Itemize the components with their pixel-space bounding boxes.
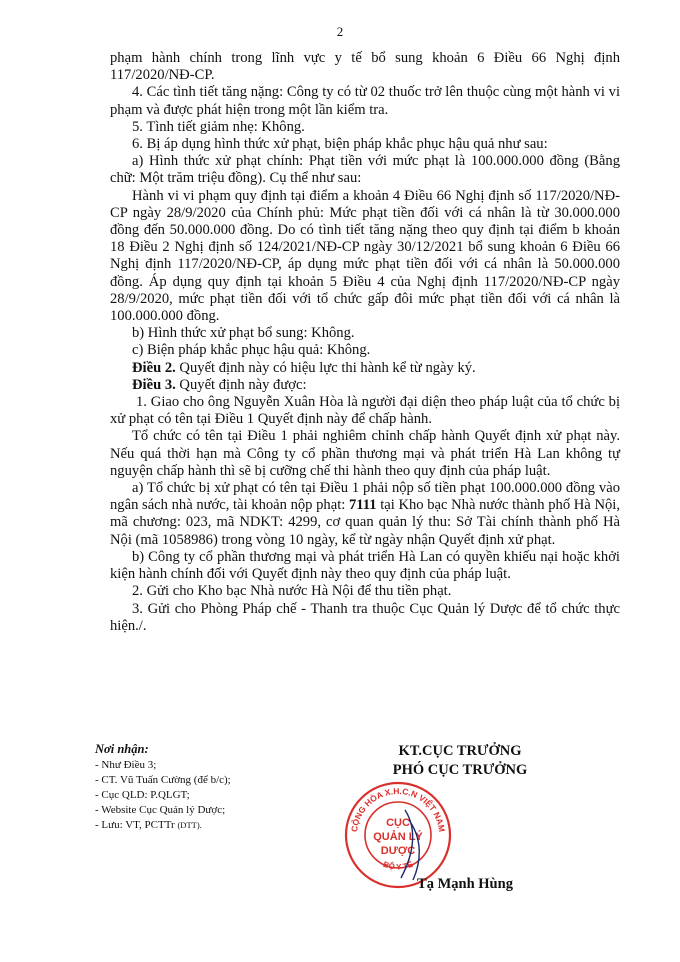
article-3: [110, 377, 620, 394]
seal-ring-bottom-text: BỘ Y TẾ: [381, 859, 415, 872]
signer-title: KT.CỤC TRƯỞNG: [398, 743, 522, 759]
signer-name: Tạ Mạnh Hùng: [417, 876, 513, 892]
recipients-block: [95, 742, 335, 833]
recipient-item: - Như Điều 3;: [95, 759, 157, 771]
official-seal: [343, 780, 453, 890]
recipient-item: - Website Cục Quản lý Dược;: [95, 804, 226, 816]
paragraph: 1. Giao cho ông Nguyễn Xuân Hòa là người đại diện theo pháp luật của tổ chức bị xử phạt có tên tại Điều 1 Quyết định này để chấp hành.: [110, 394, 620, 428]
article-2-label: Điều 2.: [132, 359, 176, 376]
paragraph: b) Hình thức xử phạt bổ sung: Không.: [132, 325, 355, 342]
document-body: [110, 50, 620, 635]
recipients-title: Nơi nhận:: [95, 742, 149, 756]
seal-center-line: CỤC: [386, 817, 410, 829]
recipient-archive: - Lưu: VT, PCTTr: [95, 819, 175, 831]
article-3-label: Điều 3.: [132, 376, 176, 393]
article-3-text: Quyết định này được:: [175, 376, 307, 393]
recipient-item: - Cục QLD: P.QLGT;: [95, 789, 190, 801]
page-number: 2: [336, 24, 344, 39]
paragraph: b) Công ty cổ phần thương mại và phát triển Hà Lan có quyền khiếu nại hoặc khởi kiện hành chính đối với Quyết định này theo quy định của pháp luật.: [110, 548, 620, 583]
account-number: 7111: [348, 497, 377, 514]
recipient-item: - CT. Vũ Tuấn Cường (để b/c);: [95, 774, 231, 786]
paragraph: Hành vi vi phạm quy định tại điểm a khoản 4 Điều 66 Nghị định số 117/2020/NĐ-CP ngày 28/9/2020 của Chính phủ: Mức phạt tiền đối với cá nhân là từ 30.000.000 đồng đến 50.000.000 đồng. Do có tình tiết tăng nặng theo quy định tại điểm b khoản 18 Điều 2 Nghị định số 124/2021/NĐ-CP ngày 30/12/2021 bổ sung khoản 6 Điều 66 Nghị định 117/2020/NĐ-CP, áp dụng mức phạt tiền đối với cá nhân là 50.000.000 đồng. Áp dụng quy định tại khoản 5 Điều 4 của Nghị định 117/2020/NĐ-CP ngày 28/9/2020, mức phạt tiền đối với tổ chức gấp đôi mức phạt tiền đối với cá nhân là 100.000.000 đồng.: [110, 187, 620, 325]
paragraph: 3. Gửi cho Phòng Pháp chế - Thanh tra thuộc Cục Quản lý Dược để tổ chức thực hiện./.: [110, 600, 620, 634]
article-2: [110, 360, 620, 377]
paragraph: a) Hình thức xử phạt chính: Phạt tiền với mức phạt là 100.000.000 đồng (Bằng chữ: Một trăm triệu đồng). Cụ thể như sau:: [110, 153, 620, 187]
recipient-item: [95, 818, 335, 833]
item-a-text: a) Tổ chức bị xử phạt có tên tại Điều 1 phải nộp số tiền phạt 100.000.000 đồng vào ngân sách nhà nước, tài khoản nộp phạt:: [110, 480, 620, 514]
paragraph: Tổ chức có tên tại Điều 1 phải nghiêm chỉnh chấp hành Quyết định xử phạt này. Nếu quá thời hạn mà Công ty cổ phần thương mại và phát triển Hà Lan không tự nguyện chấp hành thì sẽ bị cưỡng chế thi hành theo quy định của pháp luật.: [110, 428, 620, 479]
paragraph: 5. Tình tiết giảm nhẹ: Không.: [132, 118, 305, 135]
recipient-initials: (DTT).: [177, 820, 202, 830]
signer-position: PHÓ CỤC TRƯỞNG: [392, 762, 528, 778]
paragraph: phạm hành chính trong lĩnh vực y tế bổ sung khoản 6 Điều 66 Nghị định 117/2020/NĐ-CP.: [110, 50, 620, 84]
paragraph: c) Biện pháp khắc phục hậu quả: Không.: [132, 342, 371, 359]
paragraph-item-a: [110, 480, 620, 549]
seal-ring-text: CỘNG HÒA X.H.C.N VIỆT NAM: [349, 785, 447, 833]
paragraph: 2. Gửi cho Kho bạc Nhà nước Hà Nội để thu tiền phạt.: [132, 583, 452, 600]
signer-block: [360, 742, 560, 780]
seal-center-line: QUẢN LÝ: [373, 831, 423, 843]
paragraph: 4. Các tình tiết tăng nặng: Công ty có từ 02 thuốc trở lên thuộc cùng một hành vi vi phạm và được phát hiện trong một lần kiểm tra.: [110, 84, 620, 118]
item-a-text: tại Kho bạc Nhà nước thành phố Hà Nội, mã chương: 023, mã NDKT: 4299, cơ quan quản lý thu: Sở Tài chính thành phố Hà Nội (mã 1058986) trong vòng 10 ngày, kể từ ngày nhận Quyết định xử phạt.: [110, 497, 620, 548]
article-2-text: Quyết định này có hiệu lực thi hành kể từ ngày ký.: [175, 359, 476, 376]
paragraph: 6. Bị áp dụng hình thức xử phạt, biện pháp khắc phục hậu quả như sau:: [132, 136, 548, 153]
seal-center-line: DƯỢC: [380, 845, 416, 857]
